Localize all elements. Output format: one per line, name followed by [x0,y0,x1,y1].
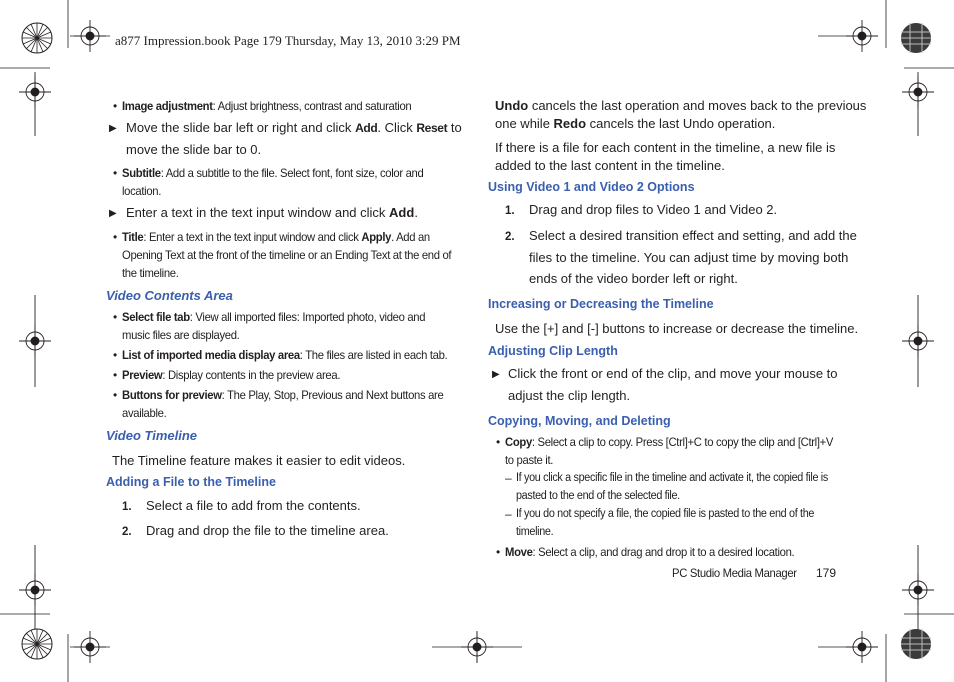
adding-step-2: Drag and drop the file to the timeline area. [146,523,389,538]
description: : The files are listed in each tab. [299,348,448,362]
increasing-text: Use the [+] and [-] buttons to increase or decrease the timeline. [495,321,859,336]
increasing-heading: Increasing or Decreasing the Timeline [488,297,714,311]
subtitle-line2: location. [122,184,162,198]
adjusting-line2: adjust the clip length. [508,388,631,403]
step-slide-line1 [126,119,462,137]
description: : Add a subtitle to the file. Select font, font size, color and [160,166,424,180]
using-video-step-1: Drag and drop files to Video 1 and Video 2. [529,202,778,217]
add-term: Add [389,205,415,220]
text: one while [495,116,554,131]
using-video-heading: Using Video 1 and Video 2 Options [488,180,695,194]
bullet-icon: • [113,368,118,382]
using-video-step-2-line3: ends of the video border left or right. [529,271,738,286]
description: : Select a clip to copy. Press [Ctrl]+C to copy the clip and [Ctrl]+V [531,435,834,449]
bullet-icon: • [113,166,118,180]
adding-file-heading: Adding a File to the Timeline [106,475,276,489]
copy-item [505,433,833,451]
copy-sub2-line1: If you do not specify a file, the copied file is pasted to the end of the [516,508,815,520]
description: : Display contents in the preview area. [162,368,341,382]
copy-sub1-line2: pasted to the end of the selected file. [516,490,680,502]
description: : View all imported files: Imported photo, video and [189,310,426,324]
copying-heading: Copying, Moving, and Deleting [488,414,671,428]
step-number: 1. [122,501,132,513]
title-line3: the timeline. [122,266,179,280]
video-timeline-heading: Video Timeline [106,428,198,443]
select-file-tab-line2: music files are displayed. [122,328,240,342]
description: : Select a clip, and drag and drop it to a desired location. [532,545,795,559]
copy-sub2-line2: timeline. [516,526,554,538]
text: Move the slide bar left or right and click [126,120,356,135]
description: : Adjust brightness, contrast and saturation [212,99,412,113]
using-video-step-2-line2: files to the timeline. You can adjust time by moving both [529,250,849,265]
file-note-line1: If there is a file for each content in the timeline, a new file is [495,140,836,155]
file-note-line2: added to the last content in the timeline. [495,158,725,173]
term: Title [122,230,144,244]
arrow-icon: ▶ [109,123,117,134]
apply-term: Apply [361,230,392,244]
undo-line1 [495,97,866,115]
undo-line2 [495,115,775,133]
bullet-icon: • [113,310,118,324]
arrow-icon: ▶ [109,208,117,219]
video-timeline-intro: The Timeline feature makes it easier to edit videos. [112,453,406,468]
using-video-step-2-line1: Select a desired transition effect and setting, and add the [529,228,857,243]
term: Subtitle [122,166,161,180]
move-item [505,543,794,561]
page-number: 179 [816,566,837,580]
bullet-icon: • [113,388,118,402]
step-number: 2. [122,526,132,538]
dash-icon: – [505,507,512,521]
list-imported-item [122,346,447,364]
text: cancels the last Undo operation. [586,116,776,131]
text: cancels the last operation and moves back to the previous [528,98,867,113]
description: : The Play, Stop, Previous and Next buttons are [221,388,444,402]
description: . Add an [391,230,430,244]
text: to [447,120,462,135]
step-number: 1. [505,205,515,217]
add-term: Add [355,121,378,135]
text: Enter a text in the text input window and click [126,205,390,220]
print-header: a877 Impression.book Page 179 Thursday, May 13, 2010 3:29 PM [115,33,461,48]
title-line2: Opening Text at the front of the timeline or an Ending Text at the end of [122,248,452,262]
step-slide-line2: move the slide bar to 0. [126,142,262,157]
image-adjustment-item [122,97,411,115]
title-item [122,228,430,246]
subtitle-item [122,164,423,182]
footer-section-title: PC Studio Media Manager [672,566,797,580]
arrow-icon: ▶ [492,369,500,380]
description: : Enter a text in the text input window and click [143,230,362,244]
buttons-preview-item [122,386,443,404]
term: Buttons for preview [122,388,222,402]
step-number: 2. [505,231,515,243]
bullet-icon: • [113,99,118,113]
buttons-preview-line2: available. [122,406,167,420]
term: Image adjustment [122,99,213,113]
step-text-line [126,204,418,222]
text: . Click [377,120,417,135]
undo-term: Undo [495,98,529,113]
redo-term: Redo [553,116,587,131]
term: Preview [122,368,163,382]
select-file-tab-item [122,308,425,326]
adjusting-heading: Adjusting Clip Length [488,344,618,358]
dash-icon: – [505,471,512,485]
copy-line2: to paste it. [505,453,554,467]
text: . [414,205,418,220]
adjusting-line1: Click the front or end of the clip, and move your mouse to [508,366,838,381]
adding-step-1: Select a file to add from the contents. [146,498,361,513]
bullet-icon: • [496,435,501,449]
bullet-icon: • [496,545,501,559]
preview-item [122,366,340,384]
term: Copy [505,435,532,449]
copy-sub1-line1: If you click a specific file in the timeline and activate it, the copied file is [516,472,828,484]
term: List of imported media display area [122,348,300,362]
video-contents-area-heading: Video Contents Area [106,288,233,303]
term: Move [505,545,533,559]
term: Select file tab [122,310,190,324]
bullet-icon: • [113,230,118,244]
reset-term: Reset [416,121,448,135]
bullet-icon: • [113,348,118,362]
